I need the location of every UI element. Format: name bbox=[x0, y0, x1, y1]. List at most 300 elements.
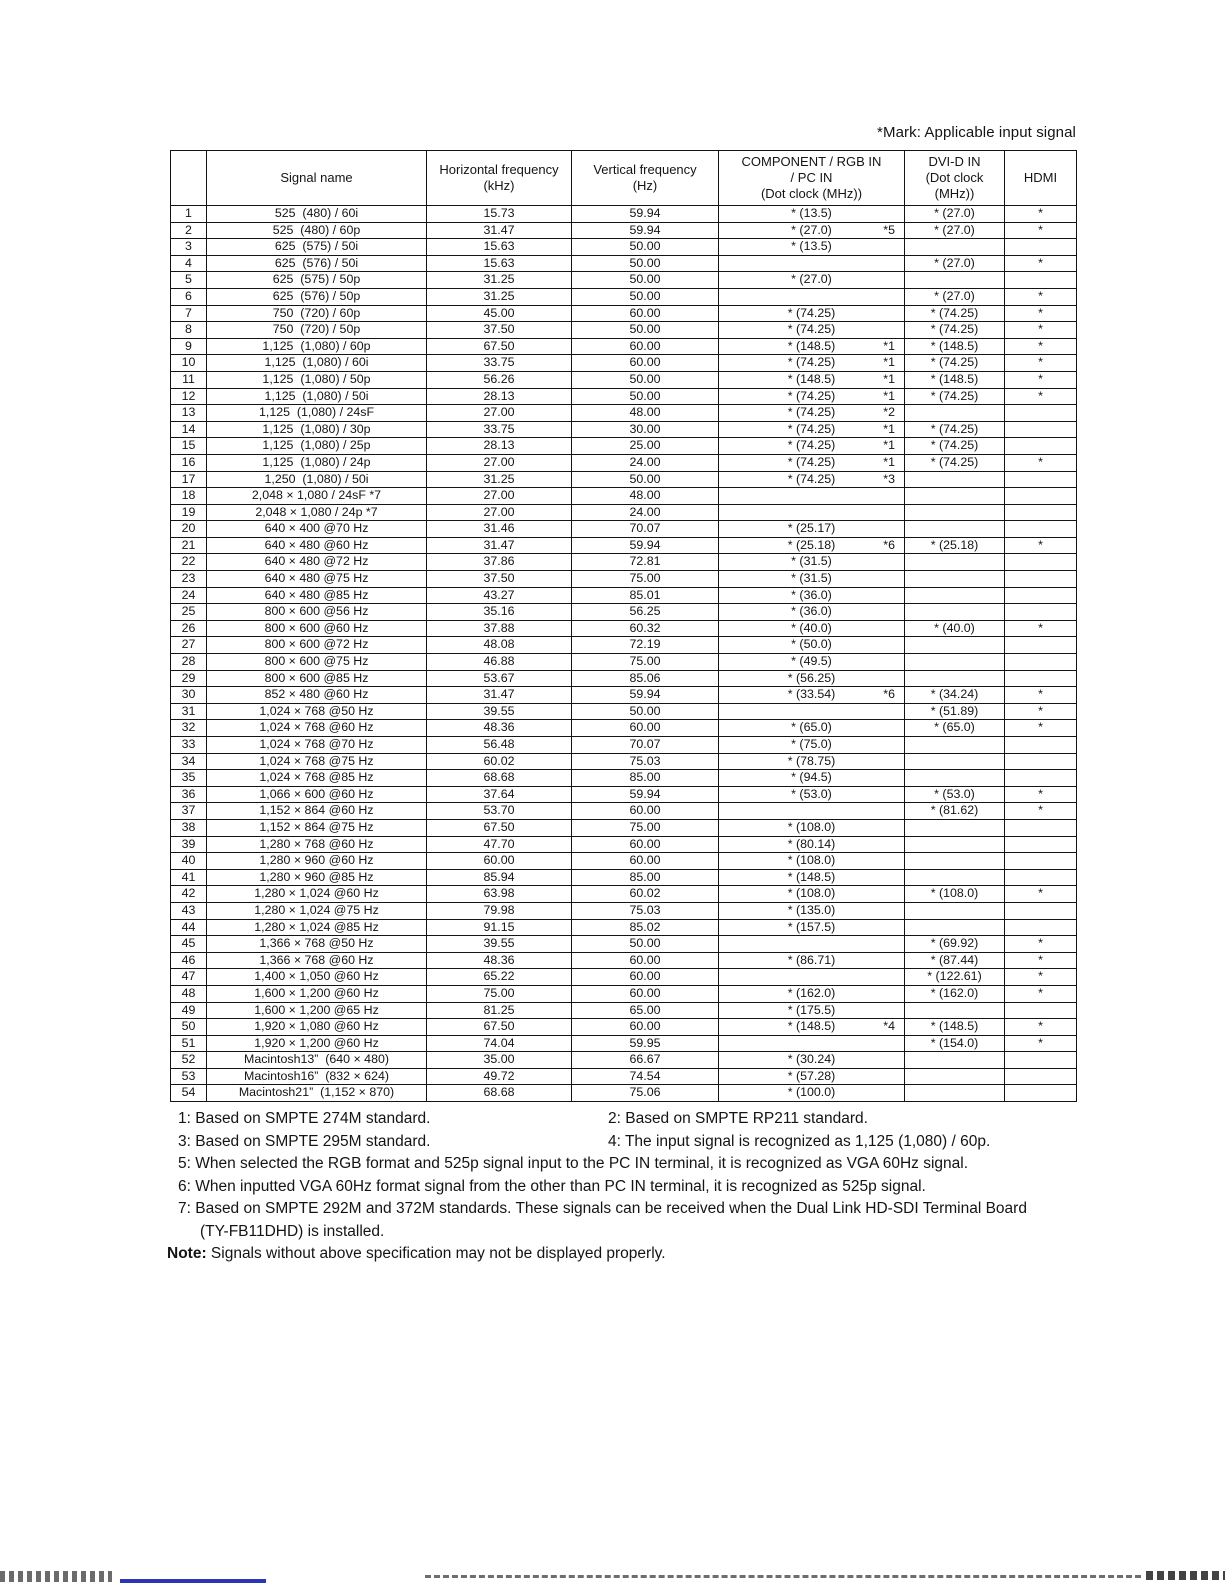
row-number: 20 bbox=[171, 521, 207, 538]
component-mark-cell: * (74.25) *2 bbox=[719, 405, 905, 422]
row-number: 23 bbox=[171, 571, 207, 588]
horizontal-frequency-cell: 63.98 bbox=[427, 886, 572, 903]
horizontal-frequency-cell: 31.46 bbox=[427, 521, 572, 538]
hdmi-mark-cell bbox=[1005, 239, 1077, 256]
signal-name-cell: 800 × 600 @56 Hz bbox=[207, 604, 427, 621]
vertical-frequency-cell: 50.00 bbox=[572, 288, 719, 305]
signal-name-cell: 1,024 × 768 @85 Hz bbox=[207, 770, 427, 787]
signal-name-cell: Macintosh21” (1,152 × 870) bbox=[207, 1085, 427, 1102]
table-row bbox=[171, 305, 1077, 322]
footnote-2: 2: Based on SMPTE RP211 standard. bbox=[608, 1110, 868, 1127]
hdmi-mark-cell bbox=[1005, 471, 1077, 488]
component-mark-cell: * (74.25) *1 bbox=[719, 454, 905, 471]
dvi-mark-cell bbox=[905, 1068, 1005, 1085]
dvi-mark-cell: * (27.0) bbox=[905, 288, 1005, 305]
signal-name-cell: 1,280 × 1,024 @75 Hz bbox=[207, 902, 427, 919]
footnote-3: 3: Based on SMPTE 295M standard. bbox=[178, 1132, 431, 1150]
dvi-mark-cell: * (74.25) bbox=[905, 355, 1005, 372]
table-row bbox=[171, 554, 1077, 571]
hdmi-mark-cell bbox=[1005, 1085, 1077, 1102]
signal-name-cell: 1,125 (1,080) / 60i bbox=[207, 355, 427, 372]
component-mark-cell bbox=[719, 936, 905, 953]
row-number: 6 bbox=[171, 288, 207, 305]
footnote-marker: *1 bbox=[883, 438, 895, 453]
hdmi-mark-cell bbox=[1005, 753, 1077, 770]
vertical-frequency-cell: 59.94 bbox=[572, 687, 719, 704]
signal-name-cell: 852 × 480 @60 Hz bbox=[207, 687, 427, 704]
vertical-frequency-cell: 60.00 bbox=[572, 853, 719, 870]
row-number: 13 bbox=[171, 405, 207, 422]
dvi-mark-cell bbox=[905, 1002, 1005, 1019]
row-number: 29 bbox=[171, 670, 207, 687]
horizontal-frequency-cell: 48.36 bbox=[427, 952, 572, 969]
header-horizontal-frequency bbox=[427, 151, 572, 206]
hdmi-mark-cell bbox=[1005, 571, 1077, 588]
component-mark-cell bbox=[719, 803, 905, 820]
hdmi-mark-cell: * bbox=[1005, 305, 1077, 322]
header-line: / PC IN bbox=[790, 170, 833, 186]
component-mark-cell bbox=[719, 288, 905, 305]
dvi-mark-cell: * (74.25) bbox=[905, 438, 1005, 455]
footnote-7-continued: (TY-FB11DHD) is installed. bbox=[200, 1222, 385, 1240]
signal-name-cell: 1,024 × 768 @70 Hz bbox=[207, 737, 427, 754]
signal-name-cell: 1,152 × 864 @60 Hz bbox=[207, 803, 427, 820]
table-row bbox=[171, 454, 1077, 471]
hdmi-mark-cell bbox=[1005, 654, 1077, 671]
dvi-mark-cell bbox=[905, 239, 1005, 256]
component-mark-cell: * (13.5) bbox=[719, 206, 905, 223]
vertical-frequency-cell: 72.19 bbox=[572, 637, 719, 654]
row-number: 32 bbox=[171, 720, 207, 737]
horizontal-frequency-cell: 48.36 bbox=[427, 720, 572, 737]
vertical-frequency-cell: 60.00 bbox=[572, 969, 719, 986]
horizontal-frequency-cell: 53.70 bbox=[427, 803, 572, 820]
hdmi-mark-cell bbox=[1005, 670, 1077, 687]
signal-name-cell: 640 × 480 @72 Hz bbox=[207, 554, 427, 571]
vertical-frequency-cell: 66.67 bbox=[572, 1052, 719, 1069]
vertical-frequency-cell: 70.07 bbox=[572, 521, 719, 538]
component-mark-cell: * (74.25) *1 bbox=[719, 388, 905, 405]
horizontal-frequency-cell: 37.50 bbox=[427, 571, 572, 588]
signal-name-cell: 625 (575) / 50p bbox=[207, 272, 427, 289]
component-mark-cell: * (50.0) bbox=[719, 637, 905, 654]
header-line: COMPONENT / RGB IN bbox=[741, 154, 882, 170]
footnote-marker: *6 bbox=[883, 537, 895, 552]
component-mark-cell bbox=[719, 703, 905, 720]
hdmi-mark-cell bbox=[1005, 1002, 1077, 1019]
table-row bbox=[171, 753, 1077, 770]
footnote-marker: *2 bbox=[883, 405, 895, 420]
hdmi-mark-cell bbox=[1005, 836, 1077, 853]
table-row bbox=[171, 886, 1077, 903]
horizontal-frequency-cell: 28.13 bbox=[427, 438, 572, 455]
component-mark-cell: * (94.5) bbox=[719, 770, 905, 787]
row-number: 14 bbox=[171, 421, 207, 438]
dvi-mark-cell: * (122.61) bbox=[905, 969, 1005, 986]
signal-name-cell: 1,066 × 600 @60 Hz bbox=[207, 786, 427, 803]
hdmi-mark-cell: * bbox=[1005, 206, 1077, 223]
vertical-frequency-cell: 75.03 bbox=[572, 902, 719, 919]
table-row bbox=[171, 819, 1077, 836]
row-number: 36 bbox=[171, 786, 207, 803]
vertical-frequency-cell: 50.00 bbox=[572, 936, 719, 953]
signal-name-cell: 750 (720) / 50p bbox=[207, 322, 427, 339]
hdmi-mark-cell bbox=[1005, 405, 1077, 422]
row-number: 38 bbox=[171, 819, 207, 836]
dvi-mark-cell: * (65.0) bbox=[905, 720, 1005, 737]
table-row bbox=[171, 504, 1077, 521]
hdmi-mark-cell bbox=[1005, 488, 1077, 505]
table-row bbox=[171, 322, 1077, 339]
table-row bbox=[171, 720, 1077, 737]
table-row bbox=[171, 836, 1077, 853]
vertical-frequency-cell: 74.54 bbox=[572, 1068, 719, 1085]
header-line: (Dot clock bbox=[925, 170, 984, 186]
signal-name-cell: 1,125 (1,080) / 30p bbox=[207, 421, 427, 438]
component-mark-cell: * (74.25) *1 bbox=[719, 421, 905, 438]
component-mark-cell: * (74.25) *3 bbox=[719, 471, 905, 488]
dvi-mark-cell bbox=[905, 587, 1005, 604]
row-number: 18 bbox=[171, 488, 207, 505]
row-number: 34 bbox=[171, 753, 207, 770]
hdmi-mark-cell: * bbox=[1005, 985, 1077, 1002]
component-mark-cell: * (157.5) bbox=[719, 919, 905, 936]
table-row bbox=[171, 206, 1077, 223]
signal-name-cell: 525 (480) / 60i bbox=[207, 206, 427, 223]
horizontal-frequency-cell: 79.98 bbox=[427, 902, 572, 919]
footnotes bbox=[167, 1108, 1123, 1266]
vertical-frequency-cell: 30.00 bbox=[572, 421, 719, 438]
table-row bbox=[171, 1002, 1077, 1019]
table-row bbox=[171, 239, 1077, 256]
dvi-mark-cell bbox=[905, 670, 1005, 687]
footnote-6: 6: When inputted VGA 60Hz format signal from the other than PC IN terminal, it is recognized as 525p signal. bbox=[178, 1177, 926, 1195]
component-mark-cell: * (80.14) bbox=[719, 836, 905, 853]
dvi-mark-cell bbox=[905, 919, 1005, 936]
row-number: 37 bbox=[171, 803, 207, 820]
hdmi-mark-cell: * bbox=[1005, 952, 1077, 969]
signal-name-cell: 1,024 × 768 @50 Hz bbox=[207, 703, 427, 720]
hdmi-mark-cell: * bbox=[1005, 255, 1077, 272]
vertical-frequency-cell: 60.32 bbox=[572, 620, 719, 637]
vertical-frequency-cell: 60.00 bbox=[572, 803, 719, 820]
table-row bbox=[171, 1035, 1077, 1052]
vertical-frequency-cell: 60.02 bbox=[572, 886, 719, 903]
footnote-marker: *5 bbox=[883, 222, 895, 237]
hdmi-mark-cell: * bbox=[1005, 936, 1077, 953]
dvi-mark-cell: * (154.0) bbox=[905, 1035, 1005, 1052]
hdmi-mark-cell bbox=[1005, 587, 1077, 604]
row-number: 47 bbox=[171, 969, 207, 986]
horizontal-frequency-cell: 81.25 bbox=[427, 1002, 572, 1019]
hdmi-mark-cell bbox=[1005, 272, 1077, 289]
component-mark-cell: * (148.5) *1 bbox=[719, 371, 905, 388]
signal-name-cell: 525 (480) / 60p bbox=[207, 222, 427, 239]
hdmi-mark-cell: * bbox=[1005, 338, 1077, 355]
table-row bbox=[171, 737, 1077, 754]
dvi-mark-cell bbox=[905, 504, 1005, 521]
signal-name-cell: 800 × 600 @72 Hz bbox=[207, 637, 427, 654]
signal-name-cell: 800 × 600 @60 Hz bbox=[207, 620, 427, 637]
vertical-frequency-cell: 75.00 bbox=[572, 819, 719, 836]
header-line: (kHz) bbox=[483, 178, 515, 193]
component-mark-cell bbox=[719, 969, 905, 986]
dvi-mark-cell: * (40.0) bbox=[905, 620, 1005, 637]
signal-name-cell: 2,048 × 1,080 / 24sF *7 bbox=[207, 488, 427, 505]
row-number: 16 bbox=[171, 454, 207, 471]
horizontal-frequency-cell: 33.75 bbox=[427, 421, 572, 438]
horizontal-frequency-cell: 27.00 bbox=[427, 504, 572, 521]
signal-name-cell: 1,250 (1,080) / 50i bbox=[207, 471, 427, 488]
horizontal-frequency-cell: 91.15 bbox=[427, 919, 572, 936]
hdmi-mark-cell bbox=[1005, 438, 1077, 455]
row-number: 24 bbox=[171, 587, 207, 604]
hdmi-mark-cell: * bbox=[1005, 388, 1077, 405]
component-mark-cell: * (74.25) *1 bbox=[719, 438, 905, 455]
table-row bbox=[171, 869, 1077, 886]
hdmi-mark-cell bbox=[1005, 604, 1077, 621]
dvi-mark-cell: * (108.0) bbox=[905, 886, 1005, 903]
vertical-frequency-cell: 50.00 bbox=[572, 272, 719, 289]
horizontal-frequency-cell: 67.50 bbox=[427, 819, 572, 836]
page-bottom-artifact bbox=[1146, 1571, 1225, 1580]
row-number: 53 bbox=[171, 1068, 207, 1085]
horizontal-frequency-cell: 15.63 bbox=[427, 255, 572, 272]
table-row bbox=[171, 488, 1077, 505]
footnote-row bbox=[178, 1108, 1123, 1131]
vertical-frequency-cell: 85.00 bbox=[572, 770, 719, 787]
row-number: 51 bbox=[171, 1035, 207, 1052]
component-mark-cell: * (148.5) *1 bbox=[719, 338, 905, 355]
row-number: 54 bbox=[171, 1085, 207, 1102]
hdmi-mark-cell bbox=[1005, 770, 1077, 787]
horizontal-frequency-cell: 39.55 bbox=[427, 703, 572, 720]
row-number: 41 bbox=[171, 869, 207, 886]
component-mark-cell: * (49.5) bbox=[719, 654, 905, 671]
horizontal-frequency-cell: 27.00 bbox=[427, 454, 572, 471]
component-mark-cell bbox=[719, 1035, 905, 1052]
vertical-frequency-cell: 85.06 bbox=[572, 670, 719, 687]
signal-name-cell: 1,920 × 1,200 @60 Hz bbox=[207, 1035, 427, 1052]
table-row bbox=[171, 338, 1077, 355]
component-mark-cell: * (33.54) *6 bbox=[719, 687, 905, 704]
table-row bbox=[171, 272, 1077, 289]
horizontal-frequency-cell: 31.25 bbox=[427, 272, 572, 289]
row-number: 12 bbox=[171, 388, 207, 405]
dvi-mark-cell bbox=[905, 488, 1005, 505]
signal-name-cell: 1,152 × 864 @75 Hz bbox=[207, 819, 427, 836]
vertical-frequency-cell: 75.03 bbox=[572, 753, 719, 770]
signal-name-cell: 800 × 600 @85 Hz bbox=[207, 670, 427, 687]
dvi-mark-cell bbox=[905, 1052, 1005, 1069]
footnote-marker: *1 bbox=[883, 355, 895, 370]
hdmi-mark-cell: * bbox=[1005, 720, 1077, 737]
hdmi-mark-cell: * bbox=[1005, 371, 1077, 388]
horizontal-frequency-cell: 33.75 bbox=[427, 355, 572, 372]
dvi-mark-cell bbox=[905, 554, 1005, 571]
component-mark-cell: * (175.5) bbox=[719, 1002, 905, 1019]
dvi-mark-cell: * (81.62) bbox=[905, 803, 1005, 820]
vertical-frequency-cell: 24.00 bbox=[572, 504, 719, 521]
table-row bbox=[171, 255, 1077, 272]
row-number: 15 bbox=[171, 438, 207, 455]
vertical-frequency-cell: 60.00 bbox=[572, 952, 719, 969]
signal-name-cell: 640 × 480 @75 Hz bbox=[207, 571, 427, 588]
vertical-frequency-cell: 24.00 bbox=[572, 454, 719, 471]
component-mark-cell bbox=[719, 255, 905, 272]
horizontal-frequency-cell: 27.00 bbox=[427, 405, 572, 422]
vertical-frequency-cell: 48.00 bbox=[572, 405, 719, 422]
table-row bbox=[171, 471, 1077, 488]
footnote-marker: *1 bbox=[883, 338, 895, 353]
dvi-mark-cell: * (74.25) bbox=[905, 305, 1005, 322]
horizontal-frequency-cell: 48.08 bbox=[427, 637, 572, 654]
component-mark-cell: * (31.5) bbox=[719, 554, 905, 571]
vertical-frequency-cell: 50.00 bbox=[572, 703, 719, 720]
vertical-frequency-cell: 72.81 bbox=[572, 554, 719, 571]
vertical-frequency-cell: 59.94 bbox=[572, 206, 719, 223]
component-mark-cell: * (56.25) bbox=[719, 670, 905, 687]
table-row bbox=[171, 1085, 1077, 1102]
horizontal-frequency-cell: 31.47 bbox=[427, 687, 572, 704]
table-row bbox=[171, 1019, 1077, 1036]
signal-table bbox=[170, 150, 1077, 1102]
hdmi-mark-cell: * bbox=[1005, 537, 1077, 554]
table-row bbox=[171, 952, 1077, 969]
table-row bbox=[171, 687, 1077, 704]
vertical-frequency-cell: 60.00 bbox=[572, 1019, 719, 1036]
hdmi-mark-cell: * bbox=[1005, 803, 1077, 820]
component-mark-cell: * (86.71) bbox=[719, 952, 905, 969]
header-line: Horizontal frequency bbox=[439, 162, 559, 178]
note-text: Signals without above specification may not be displayed properly. bbox=[206, 1245, 666, 1262]
horizontal-frequency-cell: 43.27 bbox=[427, 587, 572, 604]
table-row bbox=[171, 786, 1077, 803]
dvi-mark-cell: * (74.25) bbox=[905, 454, 1005, 471]
signal-name-cell: 1,125 (1,080) / 60p bbox=[207, 338, 427, 355]
component-mark-cell: * (36.0) bbox=[719, 587, 905, 604]
table-row bbox=[171, 604, 1077, 621]
note-line bbox=[167, 1243, 1123, 1266]
table-row bbox=[171, 1068, 1077, 1085]
header-line: (Hz) bbox=[632, 178, 658, 193]
horizontal-frequency-cell: 85.94 bbox=[427, 869, 572, 886]
hdmi-mark-cell: * bbox=[1005, 288, 1077, 305]
row-number: 45 bbox=[171, 936, 207, 953]
signal-name-cell: 1,400 × 1,050 @60 Hz bbox=[207, 969, 427, 986]
vertical-frequency-cell: 70.07 bbox=[572, 737, 719, 754]
dvi-mark-cell: * (69.92) bbox=[905, 936, 1005, 953]
vertical-frequency-cell: 65.00 bbox=[572, 1002, 719, 1019]
signal-name-cell: 1,280 × 1,024 @85 Hz bbox=[207, 919, 427, 936]
component-mark-cell: * (25.17) bbox=[719, 521, 905, 538]
row-number: 5 bbox=[171, 272, 207, 289]
hdmi-mark-cell bbox=[1005, 504, 1077, 521]
hdmi-mark-cell bbox=[1005, 853, 1077, 870]
row-number: 44 bbox=[171, 919, 207, 936]
signal-name-cell: 1,280 × 960 @60 Hz bbox=[207, 853, 427, 870]
component-mark-cell: * (57.28) bbox=[719, 1068, 905, 1085]
component-mark-cell: * (25.18) *6 bbox=[719, 537, 905, 554]
header-dvi-d-in bbox=[905, 151, 1005, 206]
header-line: Vertical frequency bbox=[593, 162, 697, 178]
dvi-mark-cell bbox=[905, 604, 1005, 621]
hdmi-mark-cell bbox=[1005, 1068, 1077, 1085]
horizontal-frequency-cell: 45.00 bbox=[427, 305, 572, 322]
vertical-frequency-cell: 48.00 bbox=[572, 488, 719, 505]
hdmi-mark-cell bbox=[1005, 637, 1077, 654]
horizontal-frequency-cell: 60.00 bbox=[427, 853, 572, 870]
dvi-mark-cell: * (34.24) bbox=[905, 687, 1005, 704]
signal-name-cell: 640 × 480 @60 Hz bbox=[207, 537, 427, 554]
component-mark-cell: * (31.5) bbox=[719, 571, 905, 588]
signal-name-cell: 625 (576) / 50p bbox=[207, 288, 427, 305]
footnote-marker: *4 bbox=[883, 1019, 895, 1034]
footnote-marker: *1 bbox=[883, 454, 895, 469]
dvi-mark-cell bbox=[905, 869, 1005, 886]
row-number: 7 bbox=[171, 305, 207, 322]
signal-name-cell: 1,125 (1,080) / 25p bbox=[207, 438, 427, 455]
dvi-mark-cell bbox=[905, 770, 1005, 787]
row-number: 11 bbox=[171, 371, 207, 388]
signal-name-cell: 640 × 480 @85 Hz bbox=[207, 587, 427, 604]
component-mark-cell: * (162.0) bbox=[719, 985, 905, 1002]
hdmi-mark-cell: * bbox=[1005, 222, 1077, 239]
signal-name-cell: 1,125 (1,080) / 24p bbox=[207, 454, 427, 471]
table-row bbox=[171, 405, 1077, 422]
component-mark-cell: * (65.0) bbox=[719, 720, 905, 737]
table-row bbox=[171, 571, 1077, 588]
table-row bbox=[171, 1052, 1077, 1069]
vertical-frequency-cell: 60.00 bbox=[572, 985, 719, 1002]
table-row bbox=[171, 222, 1077, 239]
signal-name-cell: 625 (575) / 50i bbox=[207, 239, 427, 256]
table-row bbox=[171, 537, 1077, 554]
hdmi-mark-cell bbox=[1005, 869, 1077, 886]
horizontal-frequency-cell: 37.88 bbox=[427, 620, 572, 637]
vertical-frequency-cell: 50.00 bbox=[572, 239, 719, 256]
signal-name-cell: Macintosh13” (640 × 480) bbox=[207, 1052, 427, 1069]
row-number: 30 bbox=[171, 687, 207, 704]
horizontal-frequency-cell: 15.73 bbox=[427, 206, 572, 223]
signal-name-cell: 800 × 600 @75 Hz bbox=[207, 654, 427, 671]
horizontal-frequency-cell: 68.68 bbox=[427, 1085, 572, 1102]
dvi-mark-cell bbox=[905, 405, 1005, 422]
table-row bbox=[171, 770, 1077, 787]
horizontal-frequency-cell: 74.04 bbox=[427, 1035, 572, 1052]
vertical-frequency-cell: 50.00 bbox=[572, 388, 719, 405]
horizontal-frequency-cell: 68.68 bbox=[427, 770, 572, 787]
horizontal-frequency-cell: 67.50 bbox=[427, 338, 572, 355]
vertical-frequency-cell: 85.00 bbox=[572, 869, 719, 886]
table-row bbox=[171, 388, 1077, 405]
table-row bbox=[171, 587, 1077, 604]
table-row bbox=[171, 803, 1077, 820]
horizontal-frequency-cell: 31.25 bbox=[427, 288, 572, 305]
row-number: 3 bbox=[171, 239, 207, 256]
row-number: 25 bbox=[171, 604, 207, 621]
dvi-mark-cell bbox=[905, 571, 1005, 588]
hdmi-mark-cell bbox=[1005, 554, 1077, 571]
vertical-frequency-cell: 60.00 bbox=[572, 355, 719, 372]
row-number: 46 bbox=[171, 952, 207, 969]
hdmi-mark-cell bbox=[1005, 421, 1077, 438]
row-number: 21 bbox=[171, 537, 207, 554]
component-mark-cell: * (27.0) *5 bbox=[719, 222, 905, 239]
horizontal-frequency-cell: 75.00 bbox=[427, 985, 572, 1002]
vertical-frequency-cell: 56.25 bbox=[572, 604, 719, 621]
component-mark-cell: * (53.0) bbox=[719, 786, 905, 803]
